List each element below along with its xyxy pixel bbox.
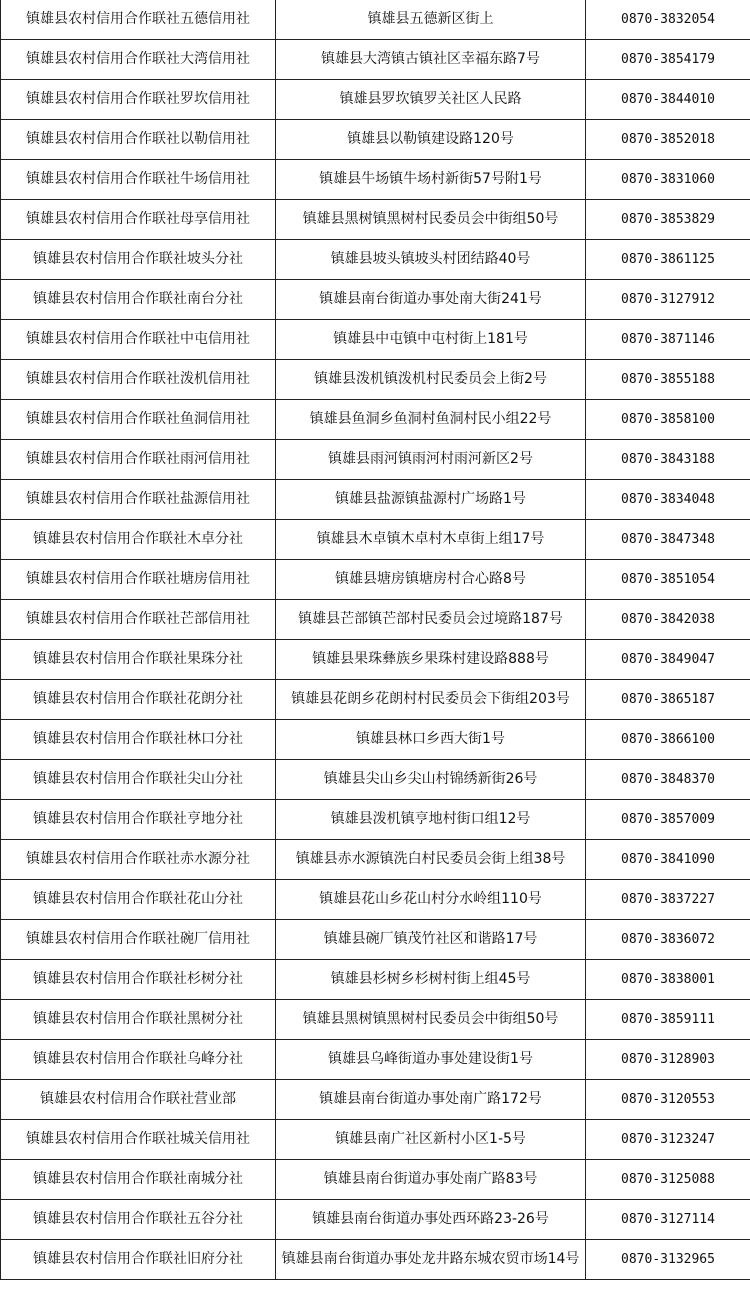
branch-phone-cell: 0870-3128903 [586,1040,750,1080]
table-row [1,880,750,920]
table-row [1,1040,750,1080]
table-row [1,640,750,680]
branch-phone-cell: 0870-3843188 [586,440,750,480]
table-row [1,40,750,80]
branch-phone-cell: 0870-3836072 [586,920,750,960]
branch-address-cell: 镇雄县南广社区新村小区1-5号 [276,1120,586,1160]
branch-address-cell: 镇雄县芒部镇芒部村民委员会过境路187号 [276,600,586,640]
table-row [1,560,750,600]
branch-name-cell: 镇雄县农村信用合作联社中屯信用社 [1,320,276,360]
branch-address-cell: 镇雄县果珠彝族乡果珠村建设路888号 [276,640,586,680]
branch-phone-cell: 0870-3842038 [586,600,750,640]
branch-address-cell: 镇雄县盐源镇盐源村广场路1号 [276,480,586,520]
branch-name-cell: 镇雄县农村信用合作联社花山分社 [1,880,276,920]
branch-name-cell: 镇雄县农村信用合作联社塘房信用社 [1,560,276,600]
branch-address-cell: 镇雄县木卓镇木卓村木卓街上组17号 [276,520,586,560]
table-row [1,1240,750,1280]
table-row [1,280,750,320]
branch-phone-cell: 0870-3865187 [586,680,750,720]
table-row [1,1000,750,1040]
branch-address-cell: 镇雄县泼机镇泼机村民委员会上街2号 [276,360,586,400]
branch-address-cell: 镇雄县林口乡西大街1号 [276,720,586,760]
branch-name-cell: 镇雄县农村信用合作联社南城分社 [1,1160,276,1200]
branch-name-cell: 镇雄县农村信用合作联社木卓分社 [1,520,276,560]
branch-name-cell: 镇雄县农村信用合作联社花朗分社 [1,680,276,720]
branch-phone-cell: 0870-3127912 [586,280,750,320]
branch-address-cell: 镇雄县尖山乡尖山村锦绣新街26号 [276,760,586,800]
branch-address-cell: 镇雄县塘房镇塘房村合心路8号 [276,560,586,600]
branch-name-cell: 镇雄县农村信用合作联社黑树分社 [1,1000,276,1040]
branch-name-cell: 镇雄县农村信用合作联社尖山分社 [1,760,276,800]
branch-address-cell: 镇雄县南台街道办事处南大街241号 [276,280,586,320]
branch-name-cell: 镇雄县农村信用合作联社母享信用社 [1,200,276,240]
branch-name-cell: 镇雄县农村信用合作联社果珠分社 [1,640,276,680]
table-row [1,600,750,640]
branch-address-cell: 镇雄县罗坎镇罗关社区人民路 [276,80,586,120]
table-row [1,920,750,960]
branch-name-cell: 镇雄县农村信用合作联社罗坎信用社 [1,80,276,120]
branch-phone-cell: 0870-3866100 [586,720,750,760]
branch-address-cell: 镇雄县黑树镇黑树村民委员会中街组50号 [276,1000,586,1040]
branch-phone-cell: 0870-3849047 [586,640,750,680]
table-row [1,160,750,200]
branch-address-cell: 镇雄县南台街道办事处龙井路东城农贸市场14号 [276,1240,586,1280]
table-body [1,0,750,1280]
branch-phone-cell: 0870-3848370 [586,760,750,800]
branch-name-cell: 镇雄县农村信用合作联社芒部信用社 [1,600,276,640]
table-row [1,480,750,520]
branch-name-cell: 镇雄县农村信用合作联社牛场信用社 [1,160,276,200]
branch-phone-cell: 0870-3831060 [586,160,750,200]
branch-address-cell: 镇雄县五德新区街上 [276,0,586,40]
branch-phone-cell: 0870-3844010 [586,80,750,120]
branch-name-cell: 镇雄县农村信用合作联社碗厂信用社 [1,920,276,960]
branch-phone-cell: 0870-3852018 [586,120,750,160]
branch-address-cell: 镇雄县碗厂镇茂竹社区和谐路17号 [276,920,586,960]
table-row [1,400,750,440]
table-row [1,680,750,720]
table-row [1,1200,750,1240]
branch-name-cell: 镇雄县农村信用合作联社大湾信用社 [1,40,276,80]
branch-phone-cell: 0870-3834048 [586,480,750,520]
branch-address-cell: 镇雄县南台街道办事处南广路83号 [276,1160,586,1200]
branch-phone-cell: 0870-3120553 [586,1080,750,1120]
table-row [1,800,750,840]
branch-address-cell: 镇雄县赤水源镇洗白村民委员会街上组38号 [276,840,586,880]
table-row [1,1080,750,1120]
branch-address-cell: 镇雄县乌峰街道办事处建设街1号 [276,1040,586,1080]
branch-phone-cell: 0870-3858100 [586,400,750,440]
table-row [1,440,750,480]
branch-name-cell: 镇雄县农村信用合作联社盐源信用社 [1,480,276,520]
branch-name-cell: 镇雄县农村信用合作联社五谷分社 [1,1200,276,1240]
branch-name-cell: 镇雄县农村信用合作联社以勒信用社 [1,120,276,160]
branch-phone-cell: 0870-3853829 [586,200,750,240]
table-row [1,80,750,120]
branch-phone-cell: 0870-3838001 [586,960,750,1000]
branch-phone-cell: 0870-3851054 [586,560,750,600]
table-row [1,320,750,360]
branch-phone-cell: 0870-3132965 [586,1240,750,1280]
table-row [1,960,750,1000]
branch-phone-cell: 0870-3127114 [586,1200,750,1240]
branch-name-cell: 镇雄县农村信用合作联社赤水源分社 [1,840,276,880]
branch-phone-cell: 0870-3855188 [586,360,750,400]
table-row [1,240,750,280]
branch-name-cell: 镇雄县农村信用合作联社旧府分社 [1,1240,276,1280]
branch-address-cell: 镇雄县南台街道办事处南广路172号 [276,1080,586,1120]
branch-address-cell: 镇雄县花朗乡花朗村村民委员会下街组203号 [276,680,586,720]
table-row [1,720,750,760]
branch-name-cell: 镇雄县农村信用合作联社营业部 [1,1080,276,1120]
branch-phone-cell: 0870-3871146 [586,320,750,360]
branch-address-cell: 镇雄县南台街道办事处西环路23-26号 [276,1200,586,1240]
branch-address-cell: 镇雄县中屯镇中屯村街上181号 [276,320,586,360]
branch-name-cell: 镇雄县农村信用合作联社雨河信用社 [1,440,276,480]
branch-address-cell: 镇雄县黑树镇黑树村民委员会中街组50号 [276,200,586,240]
table-row [1,360,750,400]
branch-phone-cell: 0870-3847348 [586,520,750,560]
branch-name-cell: 镇雄县农村信用合作联社南台分社 [1,280,276,320]
branch-phone-cell: 0870-3857009 [586,800,750,840]
table-row [1,200,750,240]
branch-phone-cell: 0870-3837227 [586,880,750,920]
branch-address-cell: 镇雄县泼机镇亨地村街口组12号 [276,800,586,840]
branch-name-cell: 镇雄县农村信用合作联社城关信用社 [1,1120,276,1160]
branch-address-cell: 镇雄县牛场镇牛场村新街57号附1号 [276,160,586,200]
branch-address-cell: 镇雄县鱼洞乡鱼洞村鱼洞村民小组22号 [276,400,586,440]
table-row [1,1160,750,1200]
branch-name-cell: 镇雄县农村信用合作联社坡头分社 [1,240,276,280]
branch-name-cell: 镇雄县农村信用合作联社杉树分社 [1,960,276,1000]
branch-name-cell: 镇雄县农村信用合作联社亨地分社 [1,800,276,840]
branch-name-cell: 镇雄县农村信用合作联社乌峰分社 [1,1040,276,1080]
branch-address-cell: 镇雄县坡头镇坡头村团结路40号 [276,240,586,280]
branch-phone-cell: 0870-3854179 [586,40,750,80]
table-row [1,840,750,880]
branch-name-cell: 镇雄县农村信用合作联社鱼洞信用社 [1,400,276,440]
branch-phone-cell: 0870-3859111 [586,1000,750,1040]
branch-address-cell: 镇雄县大湾镇古镇社区幸福东路7号 [276,40,586,80]
table-row [1,120,750,160]
branch-address-cell: 镇雄县花山乡花山村分水岭组110号 [276,880,586,920]
branch-name-cell: 镇雄县农村信用合作联社林口分社 [1,720,276,760]
table-row [1,0,750,40]
branch-phone-cell: 0870-3861125 [586,240,750,280]
table-row [1,520,750,560]
branch-name-cell: 镇雄县农村信用合作联社五德信用社 [1,0,276,40]
table-row [1,760,750,800]
branch-phone-cell: 0870-3841090 [586,840,750,880]
branch-phone-cell: 0870-3123247 [586,1120,750,1160]
branch-phone-cell: 0870-3125088 [586,1160,750,1200]
branch-address-cell: 镇雄县以勒镇建设路120号 [276,120,586,160]
table-row [1,1120,750,1160]
branch-name-cell: 镇雄县农村信用合作联社泼机信用社 [1,360,276,400]
branch-phone-cell: 0870-3832054 [586,0,750,40]
branch-address-cell: 镇雄县杉树乡杉树村街上组45号 [276,960,586,1000]
branch-address-cell: 镇雄县雨河镇雨河村雨河新区2号 [276,440,586,480]
